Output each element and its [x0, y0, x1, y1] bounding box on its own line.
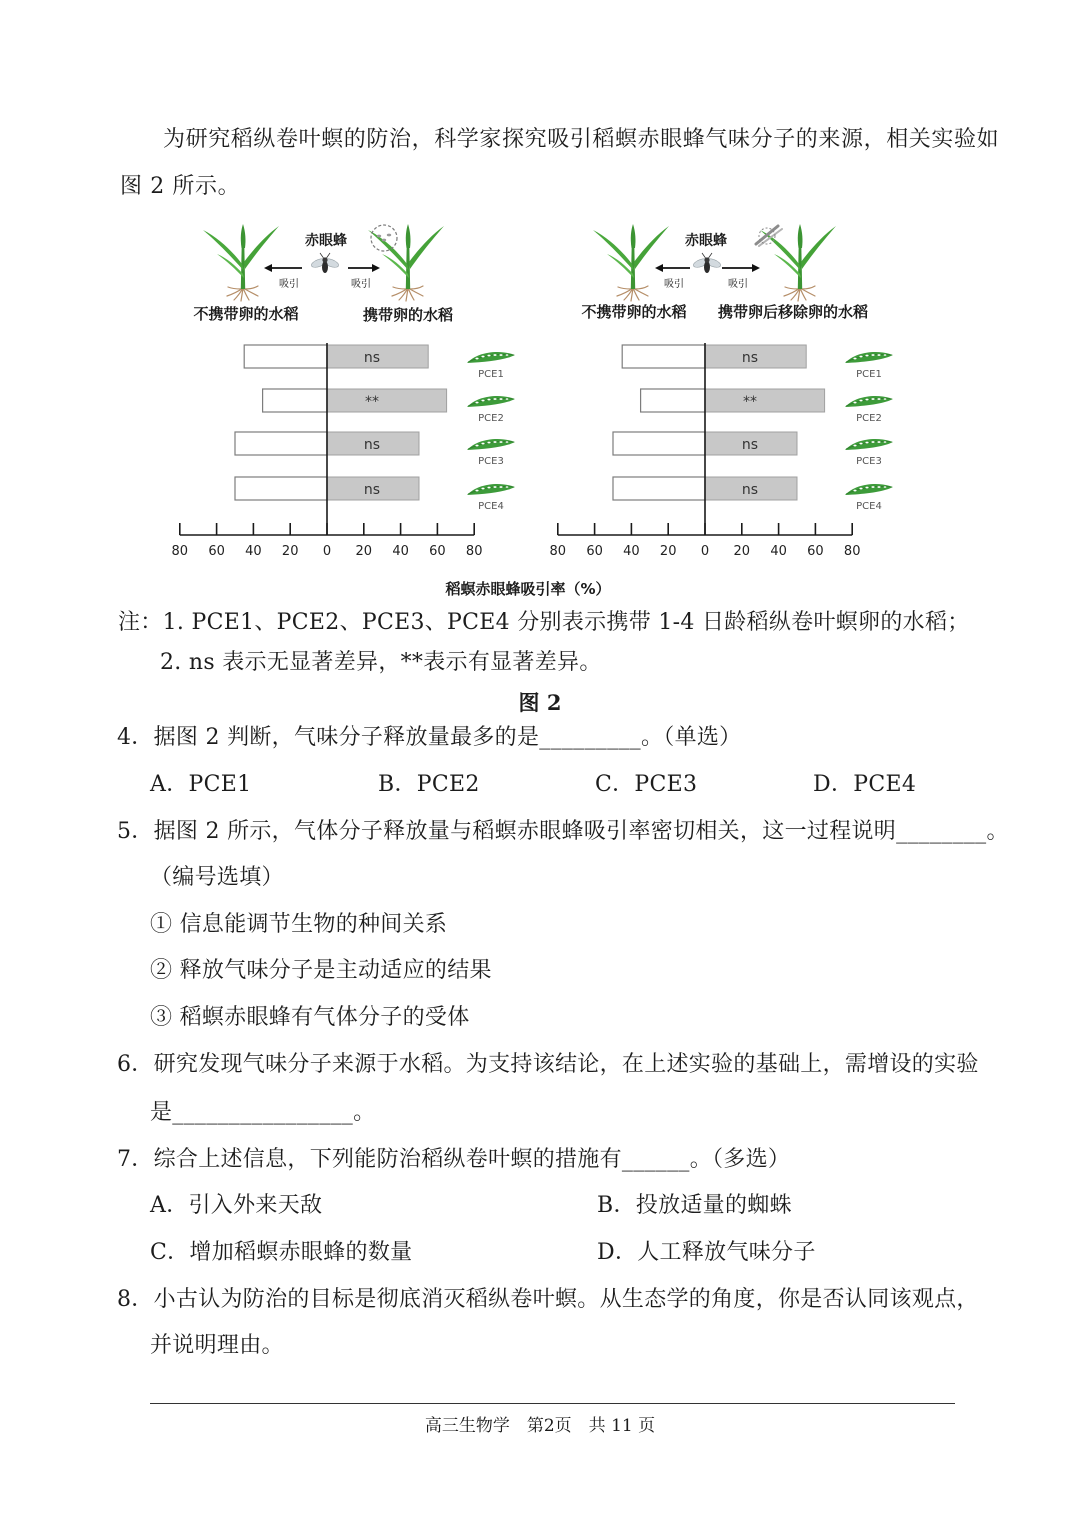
bar-right-PCE2 [327, 389, 447, 412]
arrow-left-icon [264, 264, 302, 272]
note-2: 2. ns 表示无显著差异，**表示有显著差异。 [160, 650, 602, 675]
x-tick-label: 60 [807, 544, 824, 559]
attract-label-right: 吸引 [351, 279, 371, 290]
option-d: D．PCE4 [813, 772, 917, 797]
rice-leaf-eggs-icon [467, 439, 515, 450]
category-label: PCE4 [478, 501, 504, 512]
x-axis-label: 稻螟赤眼蜂吸引率（%） [445, 580, 611, 598]
left-bar-chart [172, 343, 515, 559]
figure-caption: 图 2 [518, 690, 562, 715]
x-tick-label: 0 [700, 544, 710, 559]
rice-leaf-eggs-icon [845, 484, 893, 495]
attract-label-left: 吸引 [664, 279, 684, 290]
x-tick-label: 40 [245, 544, 262, 559]
question-stem: 6．研究发现气味分子来源于水稻。为支持该结论，在上述实验的基础上，需增设的实验 [117, 1052, 979, 1077]
arrow-right-icon [722, 264, 760, 272]
question-stem-continued: 是________________。 [150, 1100, 376, 1125]
x-tick-label: 0 [322, 544, 332, 559]
intro-line-1: 为研究稻纵卷叶螟的防治，科学家探究吸引稻螟赤眼蜂气味分子的来源，相关实验如 [163, 127, 1000, 152]
x-tick-label: 80 [171, 544, 189, 559]
right-bar-chart [550, 343, 893, 559]
bar-left-PCE1 [622, 345, 705, 368]
x-tick-label: 40 [770, 544, 787, 559]
question-stem: 4．据图 2 判断，气味分子释放量最多的是_________。（单选） [117, 725, 742, 750]
x-tick-label: 60 [586, 544, 603, 559]
choice-item-1: ① 信息能调节生物的种间关系 [150, 912, 448, 937]
question-stem-continued: （编号选填） [150, 865, 284, 890]
option-a: A．引入外来天敌 [150, 1193, 323, 1218]
bar-left-PCE3 [613, 432, 705, 455]
category-label: PCE3 [478, 456, 504, 467]
attract-label-left: 吸引 [279, 279, 299, 290]
right-panel-illustration [581, 224, 868, 321]
option-d: D．人工释放气味分子 [597, 1240, 816, 1265]
rice-leaf-eggs-icon [467, 484, 515, 495]
question-stem-continued: 并说明理由。 [150, 1333, 284, 1358]
option-b: B．PCE2 [378, 772, 480, 797]
x-tick-label: 60 [429, 544, 446, 559]
question-stem: 5．据图 2 所示，气体分子释放量与稻螟赤眼蜂吸引率密切相关，这一过程说明________。 [117, 819, 1009, 844]
bar-right-PCE2 [705, 389, 825, 412]
figure-2 [0, 215, 1080, 605]
x-tick-label: 40 [623, 544, 640, 559]
significance-label: ** [365, 394, 379, 410]
wasp-icon [310, 253, 339, 273]
wasp-icon [692, 253, 721, 273]
significance-label: ns [363, 437, 381, 453]
question-stem: 8．小古认为防治的目标是彻底消灭稻纵卷叶螟。从生态学的角度，你是否认同该观点， [117, 1287, 979, 1312]
page-footer: 高三生物学 第2页 共 11 页 [424, 1416, 656, 1436]
plant-label-right: 携带卵的水稻 [362, 306, 454, 324]
bar-left-PCE1 [244, 345, 327, 368]
note-1: 注：1. PCE1、PCE2、PCE3、PCE4 分别表示携带 1-4 日龄稻纵卷叶螟卵的水稻； [118, 610, 970, 635]
rice-leaf-eggs-icon [845, 396, 893, 407]
arrow-right-icon [348, 264, 380, 272]
x-tick-label: 20 [355, 544, 373, 559]
wasp-label: 赤眼蜂 [685, 233, 727, 249]
plant-label-right: 携带卵后移除卵的水稻 [717, 303, 869, 321]
x-tick-label: 60 [208, 544, 225, 559]
category-label: PCE1 [856, 369, 882, 380]
bar-left-PCE2 [641, 389, 705, 412]
x-tick-label: 20 [281, 544, 299, 559]
rice-leaf-eggs-icon [467, 396, 515, 407]
egg-cluster-icon [371, 225, 397, 251]
x-tick-label: 20 [733, 544, 751, 559]
significance-label: ** [743, 394, 757, 410]
plant-label-left: 不携带卵的水稻 [581, 303, 687, 321]
bar-left-PCE4 [613, 477, 705, 500]
bar-left-PCE2 [263, 389, 327, 412]
category-label: PCE3 [856, 456, 882, 467]
significance-label: ns [363, 482, 381, 498]
x-tick-label: 20 [659, 544, 677, 559]
rice-leaf-eggs-icon [845, 352, 893, 363]
x-tick-label: 80 [549, 544, 567, 559]
x-tick-label: 80 [465, 544, 483, 559]
significance-label: ns [741, 437, 759, 453]
arrow-left-icon [655, 264, 690, 272]
choice-item-2: ② 释放气味分子是主动适应的结果 [150, 958, 492, 983]
choice-item-3: ③ 稻螟赤眼蜂有气体分子的受体 [150, 1005, 470, 1030]
rice-leaf-eggs-icon [467, 352, 515, 363]
attract-label-right: 吸引 [728, 279, 748, 290]
significance-label: ns [741, 350, 759, 366]
option-a: A．PCE1 [150, 772, 252, 797]
category-label: PCE1 [478, 369, 504, 380]
category-label: PCE2 [856, 413, 882, 424]
plant-label-left: 不携带卵的水稻 [193, 305, 299, 323]
x-tick-label: 80 [843, 544, 861, 559]
option-b: B．投放适量的蜘蛛 [597, 1193, 792, 1218]
question-stem: 7．综合上述信息，下列能防治稻纵卷叶螟的措施有______。（多选） [117, 1147, 791, 1172]
rice-plant-without-eggs [203, 224, 279, 301]
intro-line-2: 图 2 所示。 [120, 174, 241, 199]
option-c: C．增加稻螟赤眼蜂的数量 [150, 1240, 413, 1265]
category-label: PCE2 [478, 413, 504, 424]
significance-label: ns [363, 350, 381, 366]
wasp-label: 赤眼蜂 [305, 233, 347, 249]
category-label: PCE4 [856, 501, 882, 512]
option-c: C．PCE3 [595, 772, 698, 797]
bar-left-PCE4 [235, 477, 327, 500]
left-panel-illustration [193, 224, 453, 324]
rice-plant-without-eggs [593, 224, 669, 301]
rice-plant-eggs-removed [760, 224, 836, 301]
x-tick-label: 40 [392, 544, 409, 559]
bar-left-PCE3 [235, 432, 327, 455]
rice-leaf-eggs-icon [845, 439, 893, 450]
significance-label: ns [741, 482, 759, 498]
footer-divider [150, 1403, 955, 1404]
